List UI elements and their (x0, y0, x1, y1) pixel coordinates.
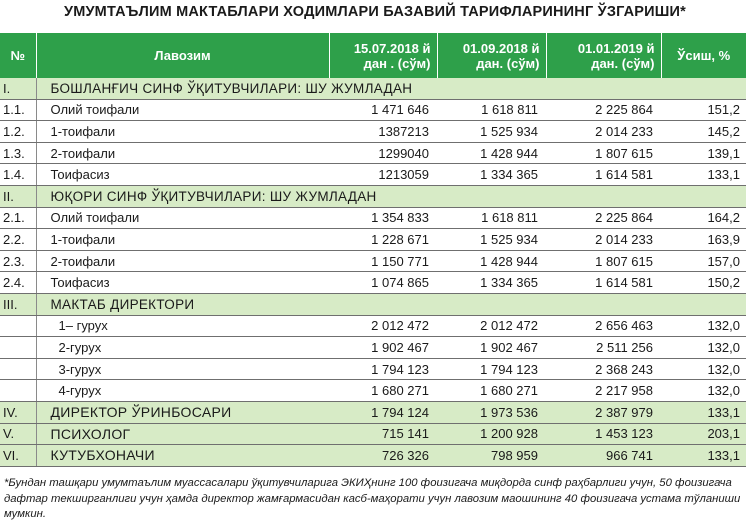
table-row (0, 358, 746, 380)
table-row (0, 337, 746, 359)
row-position: ЮҚОРИ СИНФ ЎҚИТУВЧИЛАРИ: ШУ ЖУМЛАДАН (36, 185, 746, 207)
header-date-2 (437, 33, 546, 78)
row-position: 1-тоифали (36, 121, 329, 143)
table-row (0, 272, 746, 294)
row-position: БОШЛАНҒИЧ СИНФ ЎҚИТУВЧИЛАРИ: ШУ ЖУМЛАДАН (36, 78, 746, 99)
row-growth: 145,2 (661, 121, 746, 143)
row-num: 2.3. (0, 250, 36, 272)
table-row (0, 401, 746, 423)
footnote: *Бундан ташқари умумтаълим муассасалари ўқитувчиларига ЭКИҲнинг 100 фоизигача миқдорда синф раҳбарлиги учун, 50 фоизигача дафтар текширганлиги учун ҳамда директор жамғармасидан касб-маҳорати учун лавозим маошининг 40 фоизигача устама тўланиши мумкин. (4, 477, 741, 521)
row-growth: 139,1 (661, 142, 746, 164)
row-growth: 133,1 (661, 164, 746, 186)
row-value-1: 1213059 (329, 164, 437, 186)
header-date-2-line2: дан. (сўм) (476, 55, 540, 71)
row-value-1: 1 902 467 (329, 337, 437, 359)
header-num: № (0, 33, 36, 78)
row-value-2: 1 525 934 (437, 229, 546, 251)
row-value-3: 2 014 233 (546, 229, 661, 251)
row-growth: 150,2 (661, 272, 746, 294)
table-row (0, 315, 746, 337)
salary-table (0, 33, 746, 467)
header-date-3-line1: 01.01.2019 й (577, 40, 655, 56)
row-value-1: 726 326 (329, 445, 437, 467)
header-position: Лавозим (36, 33, 329, 78)
row-growth: 132,0 (661, 337, 746, 359)
header-date-1 (329, 33, 437, 78)
row-value-1: 1 794 124 (329, 401, 437, 423)
row-value-1: 1 354 833 (329, 207, 437, 229)
row-value-1: 1 680 271 (329, 380, 437, 402)
table-row (0, 185, 746, 207)
row-num: 1.2. (0, 121, 36, 143)
row-value-3: 2 217 958 (546, 380, 661, 402)
row-value-2: 1 334 365 (437, 272, 546, 294)
row-position: КУТУБХОНАЧИ (36, 445, 329, 467)
row-position: МАКТАБ ДИРЕКТОРИ (36, 293, 746, 315)
row-value-1: 1 471 646 (329, 99, 437, 121)
row-value-2: 1 680 271 (437, 380, 546, 402)
row-num: 2.1. (0, 207, 36, 229)
table-row (0, 99, 746, 121)
header-row (0, 33, 746, 78)
row-value-1: 1 074 865 (329, 272, 437, 294)
row-growth: 133,1 (661, 445, 746, 467)
row-growth: 163,9 (661, 229, 746, 251)
row-num: II. (0, 185, 36, 207)
table-title: УМУМТАЪЛИМ МАКТАБЛАРИ ХОДИМЛАРИ БАЗАВИЙ ТАРИФЛАРИНИНГ ЎЗГАРИШИ* (63, 4, 687, 20)
row-num: 2.2. (0, 229, 36, 251)
table-row (0, 229, 746, 251)
row-value-1: 1 228 671 (329, 229, 437, 251)
row-position: ДИРЕКТОР ЎРИНБОСАРИ (36, 401, 329, 423)
row-position: Олий тоифали (36, 99, 329, 121)
row-growth: 132,0 (661, 358, 746, 380)
header-date-2-line1: 01.09.2018 й (462, 40, 540, 56)
row-position: 1-тоифали (36, 229, 329, 251)
table-row (0, 142, 746, 164)
row-value-3: 1 807 615 (546, 250, 661, 272)
row-position: 2-гурух (36, 337, 329, 359)
row-num (0, 315, 36, 337)
row-growth: 151,2 (661, 99, 746, 121)
row-value-2: 1 618 811 (437, 99, 546, 121)
row-value-1: 715 141 (329, 423, 437, 445)
row-position: Олий тоифали (36, 207, 329, 229)
table-row (0, 380, 746, 402)
row-value-2: 1 200 928 (437, 423, 546, 445)
row-value-3: 2 368 243 (546, 358, 661, 380)
row-value-3: 2 225 864 (546, 99, 661, 121)
row-num: 1.1. (0, 99, 36, 121)
row-value-1: 1 794 123 (329, 358, 437, 380)
row-value-2: 1 334 365 (437, 164, 546, 186)
row-value-3: 1 807 615 (546, 142, 661, 164)
table-row (0, 250, 746, 272)
row-num: V. (0, 423, 36, 445)
row-value-3: 1 614 581 (546, 272, 661, 294)
row-value-3: 2 014 233 (546, 121, 661, 143)
row-num: IV. (0, 401, 36, 423)
row-growth: 164,2 (661, 207, 746, 229)
row-position: 1– гурух (36, 315, 329, 337)
row-value-2: 798 959 (437, 445, 546, 467)
row-value-3: 2 656 463 (546, 315, 661, 337)
table-row (0, 121, 746, 143)
header-date-3-line2: дан. (сўм) (591, 55, 655, 71)
row-value-2: 1 973 536 (437, 401, 546, 423)
header-date-3 (546, 33, 661, 78)
table-row (0, 78, 746, 99)
row-value-2: 1 428 944 (437, 250, 546, 272)
row-position: Тоифасиз (36, 164, 329, 186)
row-num (0, 380, 36, 402)
row-value-3: 2 225 864 (546, 207, 661, 229)
table-row (0, 164, 746, 186)
header-date-1-line2: дан . (сўм) (363, 55, 431, 71)
row-position: 2-тоифали (36, 142, 329, 164)
row-value-3: 2 387 979 (546, 401, 661, 423)
row-position: 4-гурух (36, 380, 329, 402)
header-date-1-line1: 15.07.2018 й (353, 40, 431, 56)
row-value-2: 1 428 944 (437, 142, 546, 164)
table-row (0, 445, 746, 467)
row-num: VI. (0, 445, 36, 467)
row-num: 1.4. (0, 164, 36, 186)
table-row (0, 423, 746, 445)
row-num (0, 337, 36, 359)
row-value-3: 966 741 (546, 445, 661, 467)
row-num: III. (0, 293, 36, 315)
row-position: 3-гурух (36, 358, 329, 380)
table-row (0, 293, 746, 315)
row-num (0, 358, 36, 380)
row-value-1: 1 150 771 (329, 250, 437, 272)
row-value-2: 1 794 123 (437, 358, 546, 380)
row-value-2: 1 525 934 (437, 121, 546, 143)
row-num: I. (0, 78, 36, 99)
row-num: 2.4. (0, 272, 36, 294)
row-position: 2-тоифали (36, 250, 329, 272)
row-value-3: 1 614 581 (546, 164, 661, 186)
row-growth: 132,0 (661, 315, 746, 337)
row-value-3: 2 511 256 (546, 337, 661, 359)
header-growth: Ўсиш, % (661, 33, 746, 78)
row-num: 1.3. (0, 142, 36, 164)
row-value-3: 1 453 123 (546, 423, 661, 445)
row-value-2: 1 618 811 (437, 207, 546, 229)
row-growth: 133,1 (661, 401, 746, 423)
row-value-2: 1 902 467 (437, 337, 546, 359)
row-growth: 203,1 (661, 423, 746, 445)
row-position: Тоифасиз (36, 272, 329, 294)
row-position: ПСИХОЛОГ (36, 423, 329, 445)
row-value-1: 2 012 472 (329, 315, 437, 337)
row-growth: 132,0 (661, 380, 746, 402)
row-value-1: 1387213 (329, 121, 437, 143)
row-growth: 157,0 (661, 250, 746, 272)
row-value-1: 1299040 (329, 142, 437, 164)
table-row (0, 207, 746, 229)
row-value-2: 2 012 472 (437, 315, 546, 337)
